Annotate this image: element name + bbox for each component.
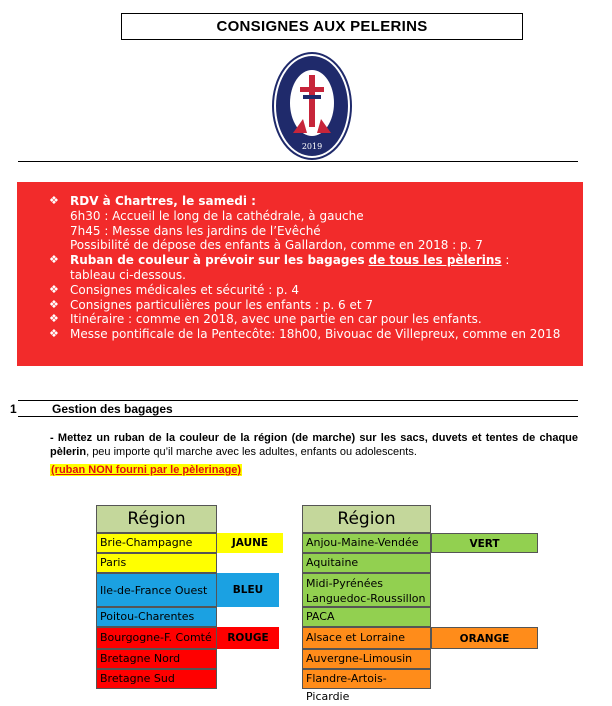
instruction-paragraph: - Mettez un ruban de la couleur de la région (de marche) sur les sacs, duvets et tentes de chaque pèlerin, peu importe qu’il marche avec les adultes, enfants ou adolescents. bbox=[50, 432, 578, 458]
logo-year: 2019 bbox=[301, 142, 323, 151]
notice-item: ❖ Messe pontificale de la Pentecôte: 18h00, Bivouac de Villepreux, comme en 2018 bbox=[49, 327, 561, 342]
diamond-bullet-icon: ❖ bbox=[49, 312, 59, 326]
notice-item: ❖ Itinéraire : comme en 2018, avec une partie en car pour les enfants. bbox=[49, 312, 482, 327]
table-row: Brie-Champagne bbox=[96, 533, 217, 553]
color-label: JAUNE bbox=[217, 533, 283, 553]
table-row: Anjou-Maine-Vendée bbox=[302, 533, 431, 553]
table-row: Aquitaine bbox=[302, 553, 431, 573]
table-row: Poitou-Charentes bbox=[96, 607, 217, 627]
notice-box bbox=[17, 182, 583, 366]
notice-item: ❖ RDV à Chartres, le samedi : 6h30 : Accueil le long de la cathédrale, à gauche 7h45 : Messe dans les jardins de l’Evêché Possibilité de dépose des enfants à Gallardon, comme en 2018 : p. 7 bbox=[49, 194, 483, 253]
table-header: Région bbox=[96, 505, 217, 533]
section-number: 1 bbox=[10, 402, 17, 416]
table-row: Bretagne Sud bbox=[96, 669, 217, 689]
diamond-bullet-icon: ❖ bbox=[49, 327, 59, 341]
notice-item: ❖ Ruban de couleur à prévoir sur les bagages de tous les pèlerins : tableau ci-dessous. bbox=[49, 253, 510, 282]
ribbon-note: (ruban NON fourni par le pèlerinage) bbox=[51, 464, 242, 476]
color-label: ORANGE bbox=[431, 627, 538, 649]
table-row: Ile-de-France Ouest bbox=[96, 573, 217, 607]
divider-section-bottom bbox=[18, 416, 578, 417]
color-label: ROUGE bbox=[217, 627, 279, 649]
table-row: Midi-Pyrénées Languedoc-Roussillon bbox=[302, 573, 431, 607]
table-row: Bretagne Nord bbox=[96, 649, 217, 669]
table-row: PACA bbox=[302, 607, 431, 627]
diamond-bullet-icon: ❖ bbox=[49, 253, 59, 267]
diamond-bullet-icon: ❖ bbox=[49, 297, 59, 311]
notice-item: ❖ Consignes médicales et sécurité : p. 4 bbox=[49, 282, 299, 297]
color-label: BLEU bbox=[217, 573, 279, 607]
table-row: Paris bbox=[96, 553, 217, 573]
table-row: Auvergne-Limousin bbox=[302, 649, 431, 669]
table-row: Alsace et Lorraine bbox=[302, 627, 431, 649]
notice-item: ❖ Consignes particulières pour les enfants : p. 6 et 7 bbox=[49, 297, 374, 312]
diamond-bullet-icon: ❖ bbox=[49, 194, 59, 207]
table-row: Bourgogne-F. Comté bbox=[96, 627, 217, 649]
section-label: Gestion des bagages bbox=[52, 402, 173, 416]
pelerinage-logo bbox=[271, 51, 353, 161]
divider-section bbox=[18, 400, 578, 401]
table-header: Région bbox=[302, 505, 431, 533]
divider-top bbox=[18, 161, 578, 162]
page-title: CONSIGNES AUX PELERINS bbox=[121, 13, 523, 40]
table-row: Flandre-Artois-Picardie bbox=[302, 669, 431, 689]
color-label: VERT bbox=[431, 533, 538, 553]
diamond-bullet-icon: ❖ bbox=[49, 282, 59, 296]
